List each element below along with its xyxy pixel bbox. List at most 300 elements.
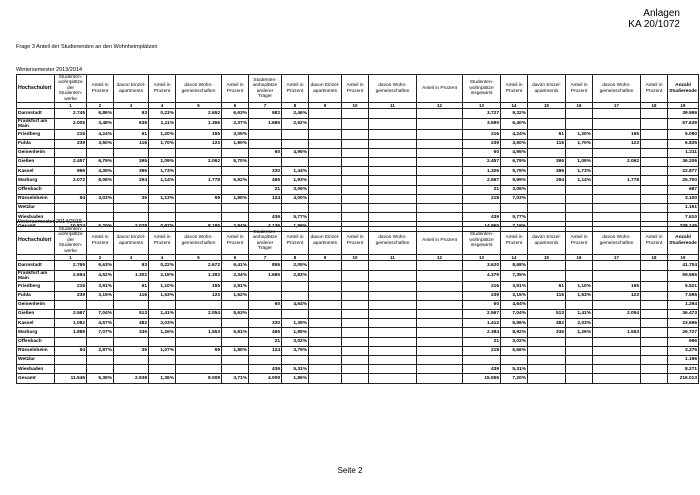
column-number: 4 bbox=[149, 103, 176, 109]
data-cell bbox=[342, 300, 369, 309]
data-cell bbox=[249, 282, 282, 291]
data-cell: 1.082 bbox=[55, 319, 87, 328]
data-cell: 2,34% bbox=[222, 270, 249, 282]
data-cell: 1,86% bbox=[282, 374, 309, 383]
data-cell: 155 bbox=[176, 282, 222, 291]
row-label-cell: Wetzlar bbox=[17, 203, 55, 212]
data-cell: 0,22% bbox=[149, 261, 176, 270]
data-cell bbox=[309, 346, 342, 355]
data-cell: 696 bbox=[668, 337, 699, 346]
data-cell bbox=[342, 270, 369, 282]
data-cell bbox=[641, 261, 668, 270]
column-number: 8 bbox=[282, 103, 309, 109]
table-header-row bbox=[17, 75, 699, 103]
data-cell: 2.567 bbox=[463, 176, 501, 185]
column-number: 18 bbox=[641, 255, 668, 261]
data-cell: 216 bbox=[463, 130, 501, 139]
data-cell: 4,00% bbox=[282, 194, 309, 203]
data-cell: 21 bbox=[463, 185, 501, 194]
data-cell: 35 bbox=[114, 346, 149, 355]
data-cell: 1.778 bbox=[176, 176, 222, 185]
data-cell bbox=[149, 148, 176, 157]
data-cell: 6,40% bbox=[501, 118, 528, 130]
data-cell bbox=[566, 213, 593, 222]
column-header: Studenten-wohnplätze anderer Träger bbox=[249, 227, 282, 255]
data-cell bbox=[369, 365, 417, 374]
column-number: 13 bbox=[463, 103, 501, 109]
data-cell: 2.672 bbox=[176, 261, 222, 270]
data-cell bbox=[369, 118, 417, 130]
data-cell bbox=[417, 355, 463, 364]
data-cell: 61 bbox=[528, 130, 566, 139]
data-cell bbox=[417, 139, 463, 148]
column-number: 5 bbox=[176, 103, 222, 109]
data-cell: 116 bbox=[528, 139, 566, 148]
data-cell: 60 bbox=[249, 300, 282, 309]
data-cell: 2.567 bbox=[463, 310, 501, 319]
data-cell bbox=[593, 185, 641, 194]
data-cell: 3.620 bbox=[463, 261, 501, 270]
data-cell bbox=[641, 158, 668, 167]
row-label-cell: Darmstadt bbox=[17, 109, 55, 118]
data-cell bbox=[641, 310, 668, 319]
data-cell: 396 bbox=[114, 167, 149, 176]
data-cell bbox=[593, 148, 641, 157]
data-cell: 1,41% bbox=[149, 310, 176, 319]
column-number: 4 bbox=[149, 255, 176, 261]
data-cell bbox=[593, 118, 641, 130]
data-cell: 2,46% bbox=[282, 109, 309, 118]
data-cell bbox=[342, 282, 369, 291]
data-cell: 4,35% bbox=[87, 167, 114, 176]
table-row bbox=[17, 194, 699, 203]
row-label-cell: Wiesbaden bbox=[17, 213, 55, 222]
data-cell: 1,99% bbox=[282, 222, 309, 231]
data-cell bbox=[87, 300, 114, 309]
data-cell: 495 bbox=[249, 176, 282, 185]
data-cell: 6,86% bbox=[87, 109, 114, 118]
row-label-cell: Marburg bbox=[17, 176, 55, 185]
data-cell bbox=[593, 374, 641, 383]
data-cell bbox=[369, 109, 417, 118]
data-cell bbox=[369, 300, 417, 309]
data-cell bbox=[528, 337, 566, 346]
data-cell bbox=[176, 355, 222, 364]
column-number: 17 bbox=[593, 255, 641, 261]
column-header: Studenten-wohnplätze der Studenten-werke bbox=[55, 227, 87, 255]
data-cell bbox=[309, 185, 342, 194]
data-cell bbox=[369, 261, 417, 270]
data-cell: 1,10% bbox=[566, 282, 593, 291]
column-header: davon Wohn-gemeinschaften bbox=[176, 227, 222, 255]
data-cell: 4,95% bbox=[501, 148, 528, 157]
table-title-ws1314: Wintersemester 2013/2014 bbox=[16, 67, 83, 73]
data-cell: 10.824 bbox=[55, 222, 87, 231]
data-cell bbox=[528, 374, 566, 383]
data-cell bbox=[593, 337, 641, 346]
data-cell: 1,73% bbox=[566, 167, 593, 176]
data-cell: 4,64% bbox=[282, 300, 309, 309]
data-cell: 2,81% bbox=[222, 282, 249, 291]
column-header: davon Wohn-gemeinschaften bbox=[369, 75, 417, 103]
data-cell: 8.195 bbox=[176, 222, 222, 231]
data-cell bbox=[222, 300, 249, 309]
data-cell bbox=[528, 109, 566, 118]
column-number: 3 bbox=[114, 255, 149, 261]
data-cell: 6,63% bbox=[87, 261, 114, 270]
data-cell: 3,50% bbox=[501, 139, 528, 148]
data-cell bbox=[342, 261, 369, 270]
column-header: Anteil in Prozent bbox=[149, 75, 176, 103]
data-cell bbox=[641, 346, 668, 355]
data-cell bbox=[87, 185, 114, 194]
data-cell bbox=[641, 374, 668, 383]
data-cell: 5.521 bbox=[668, 282, 699, 291]
data-cell bbox=[309, 300, 342, 309]
data-cell: 21 bbox=[463, 337, 501, 346]
column-number: 12 bbox=[417, 103, 463, 109]
data-cell bbox=[566, 118, 593, 130]
data-cell: 439 bbox=[463, 365, 501, 374]
data-cell bbox=[528, 185, 566, 194]
data-cell bbox=[566, 185, 593, 194]
data-cell bbox=[641, 109, 668, 118]
data-cell bbox=[55, 185, 87, 194]
data-cell: 2.567 bbox=[55, 310, 87, 319]
table-row bbox=[17, 328, 699, 337]
data-cell bbox=[114, 148, 149, 157]
data-cell bbox=[176, 203, 222, 212]
data-cell: 1.392 bbox=[176, 270, 222, 282]
row-label-cell: Rüsselsheim bbox=[17, 194, 55, 203]
data-cell bbox=[176, 213, 222, 222]
data-cell: 239 bbox=[463, 291, 501, 300]
data-cell bbox=[417, 282, 463, 291]
data-cell: 2.054 bbox=[176, 310, 222, 319]
column-header: davon Einzel-apartments bbox=[309, 75, 342, 103]
data-cell: 2,05% bbox=[282, 261, 309, 270]
data-cell bbox=[309, 270, 342, 282]
data-cell: 0,23% bbox=[149, 109, 176, 118]
data-cell: 4,24% bbox=[501, 130, 528, 139]
data-cell bbox=[342, 194, 369, 203]
data-cell bbox=[463, 203, 501, 212]
data-cell: 39.999 bbox=[668, 109, 699, 118]
column-header: Studenten-wohnplätze der Studenten-werke bbox=[55, 75, 87, 103]
data-cell: 1,80% bbox=[222, 139, 249, 148]
data-cell: 638 bbox=[114, 118, 149, 130]
row-label-cell: Geisenheim bbox=[17, 300, 55, 309]
column-header: davon Einzel-apartments bbox=[528, 75, 566, 103]
data-cell: 3,50% bbox=[87, 139, 114, 148]
data-cell bbox=[114, 365, 149, 374]
data-cell: 2.745 bbox=[55, 109, 87, 118]
data-cell: 124 bbox=[249, 346, 282, 355]
data-cell bbox=[417, 365, 463, 374]
data-cell: 439 bbox=[249, 213, 282, 222]
column-header: Anteil in Prozent bbox=[501, 75, 528, 103]
row-label-cell: Geisenheim bbox=[17, 148, 55, 157]
data-cell bbox=[641, 319, 668, 328]
data-cell bbox=[369, 328, 417, 337]
data-cell bbox=[176, 185, 222, 194]
data-cell: 2,83% bbox=[282, 270, 309, 282]
data-cell: 239 bbox=[463, 139, 501, 148]
data-cell: 15.555 bbox=[463, 374, 501, 383]
data-cell bbox=[222, 185, 249, 194]
data-cell: 124 bbox=[249, 194, 282, 203]
table-row bbox=[17, 213, 699, 222]
data-cell: 3,02% bbox=[282, 337, 309, 346]
data-cell: 336 bbox=[528, 328, 566, 337]
data-cell bbox=[417, 319, 463, 328]
data-cell: 94 bbox=[55, 194, 87, 203]
data-cell bbox=[222, 167, 249, 176]
data-cell: 3,71% bbox=[222, 374, 249, 383]
column-header: Anteil in Prozent bbox=[87, 75, 114, 103]
data-cell bbox=[641, 282, 668, 291]
data-cell bbox=[309, 109, 342, 118]
data-cell bbox=[641, 118, 668, 130]
data-cell: 3,48% bbox=[87, 118, 114, 130]
data-cell bbox=[593, 213, 641, 222]
data-cell: 6,66% bbox=[501, 346, 528, 355]
data-cell bbox=[222, 213, 249, 222]
data-cell: 1,26% bbox=[149, 328, 176, 337]
data-cell bbox=[641, 130, 668, 139]
data-cell bbox=[369, 148, 417, 157]
data-cell bbox=[249, 158, 282, 167]
data-cell bbox=[222, 148, 249, 157]
data-cell bbox=[417, 270, 463, 282]
table-row bbox=[17, 310, 699, 319]
data-cell bbox=[342, 139, 369, 148]
data-cell bbox=[309, 158, 342, 167]
data-cell bbox=[641, 176, 668, 185]
data-cell bbox=[369, 319, 417, 328]
data-cell bbox=[528, 346, 566, 355]
data-cell bbox=[114, 185, 149, 194]
data-cell: 61 bbox=[114, 130, 149, 139]
data-cell: 1,41% bbox=[566, 310, 593, 319]
column-number: 18 bbox=[641, 103, 668, 109]
data-cell bbox=[566, 270, 593, 282]
row-label-cell: Wiesbaden bbox=[17, 365, 55, 374]
data-cell bbox=[342, 158, 369, 167]
data-cell bbox=[369, 310, 417, 319]
data-cell: 1,39% bbox=[282, 319, 309, 328]
data-cell: 1,26% bbox=[566, 328, 593, 337]
row-label-cell: Darmstadt bbox=[17, 261, 55, 270]
data-cell: 1.191 bbox=[668, 203, 699, 212]
data-cell: 14.960 bbox=[463, 222, 501, 231]
data-cell bbox=[593, 365, 641, 374]
data-cell bbox=[417, 203, 463, 212]
data-cell: 123 bbox=[593, 139, 641, 148]
data-cell: 5,70% bbox=[222, 158, 249, 167]
column-header: davon Wohn-gemeinschaften bbox=[176, 75, 222, 103]
data-cell: 5,35% bbox=[87, 374, 114, 383]
data-cell: 116 bbox=[114, 139, 149, 148]
data-cell bbox=[641, 270, 668, 282]
data-cell: 2.062 bbox=[176, 158, 222, 167]
row-label-cell: Fulda bbox=[17, 139, 55, 148]
data-cell: 3,79% bbox=[282, 346, 309, 355]
data-cell: 5,79% bbox=[501, 167, 528, 176]
data-cell: 216 bbox=[463, 282, 501, 291]
column-number: 11 bbox=[369, 255, 417, 261]
data-cell: 1,20% bbox=[566, 130, 593, 139]
data-cell bbox=[566, 203, 593, 212]
data-cell: 3.275 bbox=[668, 346, 699, 355]
data-cell bbox=[249, 139, 282, 148]
data-cell: 330 bbox=[249, 319, 282, 328]
data-cell bbox=[369, 176, 417, 185]
row-label-cell: Offenbach bbox=[17, 337, 55, 346]
data-cell bbox=[222, 337, 249, 346]
data-cell: 57.639 bbox=[668, 118, 699, 130]
data-cell: 1,14% bbox=[566, 176, 593, 185]
column-header: Anteil in Prozent bbox=[417, 227, 463, 255]
data-cell bbox=[342, 203, 369, 212]
data-cell bbox=[593, 167, 641, 176]
data-cell bbox=[641, 203, 668, 212]
data-cell bbox=[309, 319, 342, 328]
column-header: Hochschulort bbox=[17, 75, 55, 103]
data-cell: 1.211 bbox=[668, 148, 699, 157]
column-header: Hochschulort bbox=[17, 227, 55, 255]
data-cell bbox=[417, 176, 463, 185]
data-cell: 25.700 bbox=[668, 176, 699, 185]
table-row bbox=[17, 282, 699, 291]
data-cell: 61 bbox=[528, 282, 566, 291]
column-header: davon Einzel-apartments bbox=[114, 75, 149, 103]
data-cell: 2.938 bbox=[114, 374, 149, 383]
data-cell bbox=[282, 203, 309, 212]
column-number: 15 bbox=[528, 255, 566, 261]
data-cell: 4,57% bbox=[87, 319, 114, 328]
data-cell bbox=[369, 337, 417, 346]
column-header: Anzahl Studierende bbox=[668, 75, 699, 103]
data-cell bbox=[87, 355, 114, 364]
data-cell bbox=[176, 148, 222, 157]
data-cell bbox=[309, 337, 342, 346]
data-cell: 94 bbox=[55, 346, 87, 355]
data-cell bbox=[369, 282, 417, 291]
housing-table-ws1314 bbox=[16, 74, 699, 232]
data-cell bbox=[417, 310, 463, 319]
question-heading: Frage 3 Anteil der Studierenden an den Wohnheimplätzen bbox=[16, 44, 158, 50]
data-cell: 1,07% bbox=[149, 346, 176, 355]
data-cell: 7,07% bbox=[87, 328, 114, 337]
data-cell: 1,70% bbox=[566, 139, 593, 148]
data-cell bbox=[641, 328, 668, 337]
data-cell: 60 bbox=[463, 148, 501, 157]
data-cell: 2,03% bbox=[149, 319, 176, 328]
data-cell bbox=[528, 213, 566, 222]
table-row bbox=[17, 291, 699, 300]
data-cell bbox=[309, 310, 342, 319]
data-cell bbox=[342, 118, 369, 130]
data-cell bbox=[417, 194, 463, 203]
data-cell: 218 bbox=[463, 194, 501, 203]
data-cell bbox=[528, 203, 566, 212]
table-row bbox=[17, 118, 699, 130]
data-cell bbox=[309, 365, 342, 374]
data-cell bbox=[641, 337, 668, 346]
data-cell: 5,81% bbox=[222, 328, 249, 337]
data-cell bbox=[176, 300, 222, 309]
row-label-cell: Frankfurt am Main bbox=[17, 118, 55, 130]
data-cell: 22.877 bbox=[668, 167, 699, 176]
column-header: Anteil in Prozent bbox=[641, 227, 668, 255]
data-cell bbox=[55, 337, 87, 346]
data-cell bbox=[528, 148, 566, 157]
data-cell: 855 bbox=[249, 261, 282, 270]
data-cell: 5,63% bbox=[222, 310, 249, 319]
data-cell: 294 bbox=[114, 176, 149, 185]
data-cell: 1,93% bbox=[282, 176, 309, 185]
data-cell bbox=[641, 355, 668, 364]
data-cell bbox=[417, 328, 463, 337]
data-cell: 21 bbox=[249, 337, 282, 346]
data-cell: 482 bbox=[114, 319, 149, 328]
data-cell: 6,79% bbox=[87, 158, 114, 167]
data-cell: 1,73% bbox=[149, 167, 176, 176]
data-cell: 2.457 bbox=[55, 158, 87, 167]
data-cell bbox=[641, 365, 668, 374]
table-header-row bbox=[17, 227, 699, 255]
data-cell bbox=[149, 300, 176, 309]
data-cell: 7.610 bbox=[668, 213, 699, 222]
table-row bbox=[17, 270, 699, 282]
column-number: 7 bbox=[249, 103, 282, 109]
data-cell: 9,32% bbox=[501, 109, 528, 118]
column-header: Studenten-wohnplätze insgesamt bbox=[463, 227, 501, 255]
data-cell: 1,53% bbox=[149, 291, 176, 300]
data-cell: 2,37% bbox=[222, 118, 249, 130]
table-row bbox=[17, 148, 699, 157]
data-cell bbox=[342, 346, 369, 355]
data-cell: 3,91% bbox=[87, 282, 114, 291]
data-cell: 5,31% bbox=[282, 365, 309, 374]
data-cell: 216 bbox=[55, 282, 87, 291]
table-row bbox=[17, 185, 699, 194]
data-cell bbox=[309, 176, 342, 185]
data-cell: 687 bbox=[668, 185, 699, 194]
data-cell bbox=[417, 167, 463, 176]
data-cell: 1,80% bbox=[222, 346, 249, 355]
column-header: Anteil in Prozent bbox=[501, 227, 528, 255]
table-row bbox=[17, 109, 699, 118]
data-cell bbox=[309, 118, 342, 130]
column-number: 11 bbox=[369, 103, 417, 109]
data-cell: 330 bbox=[249, 167, 282, 176]
data-cell bbox=[342, 148, 369, 157]
table-row bbox=[17, 365, 699, 374]
row-label-cell: Gesamt bbox=[17, 374, 55, 383]
data-cell bbox=[342, 213, 369, 222]
data-cell: 1,14% bbox=[149, 176, 176, 185]
column-header: Anteil in Prozent bbox=[222, 75, 249, 103]
row-label-cell: Gießen bbox=[17, 158, 55, 167]
column-header: Anteil in Prozent bbox=[417, 75, 463, 103]
data-cell bbox=[87, 337, 114, 346]
column-header: Studenten-wohnplätze anderer Träger bbox=[249, 75, 282, 103]
data-cell bbox=[222, 203, 249, 212]
data-cell: 2,87% bbox=[87, 346, 114, 355]
data-cell: 5,20% bbox=[87, 222, 114, 231]
